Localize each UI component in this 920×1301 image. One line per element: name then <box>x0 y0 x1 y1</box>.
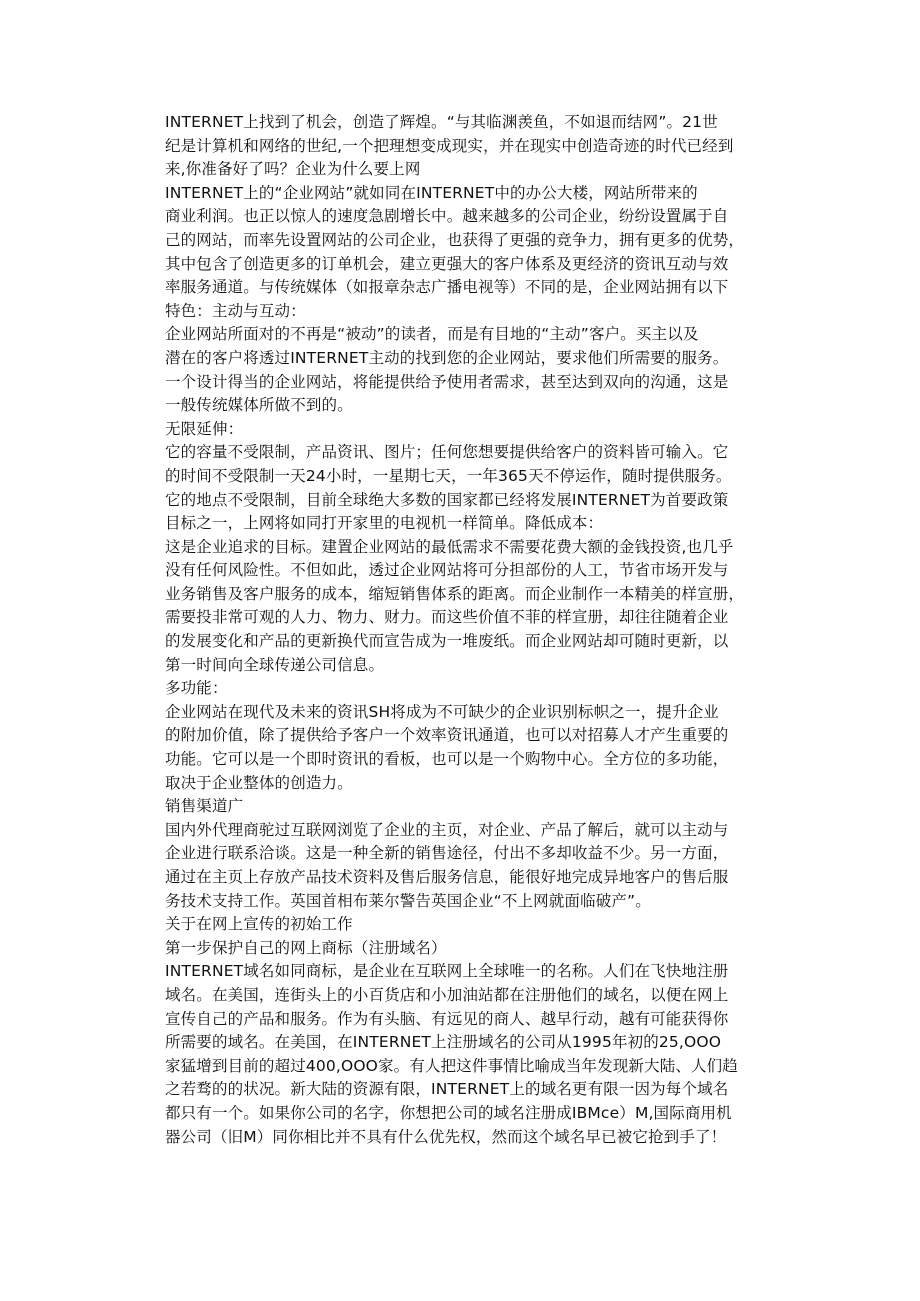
text-line: 之若骛的的状况。新大陆的资源有限，INTERNET上的域名更有限一因为每个域名 <box>165 1080 729 1099</box>
text-line: 来,你准备好了吗？企业为什么要上网 <box>165 160 421 179</box>
text-line: 的时间不受限制一天24小时，一星期七天，一年365天不停运作，随时提供服务。 <box>165 466 732 485</box>
text-line: INTERNET域名如同商标，是企业在互联网上全球唯一的名称。人们在飞快地注册 <box>165 962 729 981</box>
text-line: 没有任何风险性。不但如此，透过企业网站将可分担部份的人工，节省市场开发与 <box>165 561 729 580</box>
text-line: 目标之一，上网将如同打开家里的电视机一样简单。降低成本： <box>165 514 604 533</box>
text-line: 关于在网上宣传的初始工作 <box>165 915 353 934</box>
text-line: 国内外代理商驼过互联网浏览了企业的主页，对企业、产品了解后，就可以主动与 <box>165 820 729 839</box>
text-line: 企业网站所面对的不再是“被动”的读者，而是有目地的“主动”客户。买主以及 <box>165 325 699 344</box>
text-line: 务技术支持工作。英国首相布莱尔警告英国企业“不上网就面临破产”。 <box>165 891 651 910</box>
text-line: 域名。在美国，连街头上的小百货店和小加油站都在注册他们的域名，以便在网上 <box>165 985 729 1004</box>
text-line: 第一时间向全球传递公司信息。 <box>165 655 385 674</box>
text-line: 功能。它可以是一个即时资讯的看板，也可以是一个购物中心。全方位的多功能， <box>165 750 729 769</box>
text-line: 商业利润。也正以惊人的速度急剧增长中。越来越多的公司企业，纷纷设置属于自 <box>165 207 729 226</box>
text-line: INTERNET上的“企业网站”就如同在INTERNET中的办公大楼，网站所带来的 <box>165 183 698 202</box>
text-line: 器公司（旧M）同你相比并不具有什么优先权，然而这个域名早已被它抢到手了！ <box>165 1127 727 1146</box>
text-line: 企业进行联系洽谈。这是一种全新的销售途径，付出不多却收益不少。另一方面， <box>165 844 729 863</box>
text-line: 需要投非常可观的人力、物力、财力。而这些价值不菲的样宣册，却往往随着企业 <box>165 608 729 627</box>
text-line: 家猛增到目前的超过400,OOO家。有人把这件事情比喻成当年发现新大陆、人们趋 <box>165 1056 738 1075</box>
text-line: 销售渠道广 <box>165 797 244 816</box>
text-line: 的附加价值，除了提供给予客户一个效率资讯通道，也可以对招募人才产生重要的 <box>165 726 729 745</box>
text-line: 都只有一个。如果你公司的名字，你想把公司的域名注册成IBMce）M,国际商用机 <box>165 1103 732 1122</box>
text-line: 无限延伸： <box>165 419 244 438</box>
text-line: 一般传统媒体所做不到的。 <box>165 396 353 415</box>
text-line: 多功能： <box>165 679 228 698</box>
text-line: 所需要的域名。在美国，在INTERNET上注册域名的公司从1995年初的25,OOO <box>165 1033 722 1052</box>
text-line: 率服务通道。与传统媒体（如报章杂志广播电视等）不同的是，企业网站拥有以下 <box>165 278 729 297</box>
text-line: 企业网站在现代及未来的资讯SH将成为不可缺少的企业识别标帜之一，提升企业 <box>165 702 719 721</box>
text-line: 通过在主页上存放产品技术资料及售后服务信息，能很好地完成异地客户的售后服 <box>165 868 729 886</box>
document-text-body <box>165 111 787 1149</box>
text-line: INTERNET上找到了机会，创造了辉煌。“与其临渊羡鱼，不如退而结网”。21世 <box>165 113 718 131</box>
text-line: 潜在的客户将透过INTERNET主动的找到您的企业网站，要求他们所需要的服务。 <box>165 348 729 367</box>
text-line: 纪是计算机和网络的世纪,一个把理想变成现实，并在现实中创造奇迹的时代已经到 <box>165 136 734 155</box>
text-line: 一个设计得当的企业网站，将能提供给予使用者需求，甚至达到双向的沟通，这是 <box>165 372 729 391</box>
text-line: 第一步保护自己的网上商标（注册域名） <box>165 938 447 957</box>
text-line: 宣传自己的产品和服务。作为有头脑、有远见的商人、越早行动，越有可能获得你 <box>165 1009 729 1028</box>
text-line: 业务销售及客户服务的成本，缩短销售体系的距离。而企业制作一本精美的样宣册， <box>165 584 745 603</box>
text-line: 它的地点不受限制，目前全球绝大多数的国家都已经将发展INTERNET为首要政策 <box>165 490 729 509</box>
text-line: 其中包含了创造更多的订单机会，建立更强大的客户体系及更经济的资讯互动与效 <box>165 254 729 273</box>
text-line: 这是企业追求的目标。建置企业网站的最低需求不需要花费大额的金钱投资,也几乎 <box>165 537 734 556</box>
text-line: 特色：主动与互动： <box>165 301 306 320</box>
text-line: 它的容量不受限制，产品资讯、图片；任何您想要提供给客户的资料皆可输入。它 <box>165 443 729 462</box>
text-line: 的发展变化和产品的更新换代而宣告成为一堆废纸。而企业网站却可随时更新，以 <box>165 632 729 651</box>
text-line: 取决于企业整体的创造力。 <box>165 773 353 792</box>
text-line: 己的网站，而率先设置网站的公司企业，也获得了更强的竞争力，拥有更多的优势， <box>165 230 745 249</box>
